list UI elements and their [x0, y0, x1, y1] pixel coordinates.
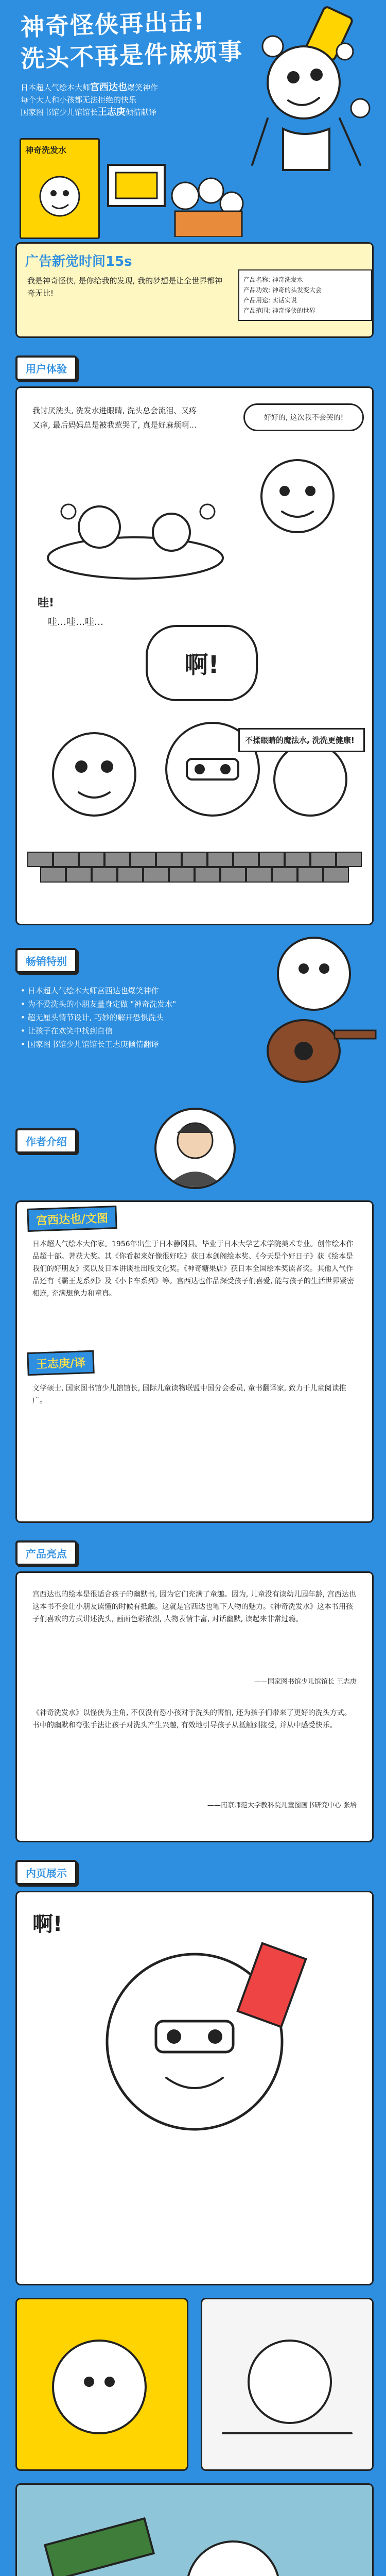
author-bio: 日本超人气绘本大作家。1956年出生于日本静冈县。毕业于日本大学艺术学院美术专业。创作绘本作品超十部。著获大奖。其《你看起来好像很好吃》获日本剑阁绘本奖、《今天是个好日子》获《绘本是我们的好朋友》奖以及日本讲谈社出版文化奖。《神奇糖果店》获日本全国绘本奖读者奖。其他人气作品还有《霸王龙系列》及《小卡车系列》等。宫西达也作品深受孩子们喜爱, 能与孩子的生活世界紧密相连, 充满想象力和童真。 [32, 1240, 354, 1298]
sign-board: 不揉眼睛的魔法水, 洗洗更健康! [238, 728, 365, 752]
ad-ribbon-item: 产品范围: 神奇怪侠的世界 [243, 307, 315, 314]
ad-box [15, 242, 374, 338]
user-experience-panel [15, 386, 374, 925]
translator-highlight: 王志庚 [98, 107, 126, 117]
guitar-character-illustration [242, 927, 381, 1113]
author-tag: 作者介绍 [15, 1128, 77, 1154]
hero-title-line2: 洗头不再是件麻烦事 [20, 37, 243, 73]
author-avatar [154, 1108, 236, 1189]
character-group-illustration [32, 707, 357, 841]
ad-ribbon-item: 产品用途: 实话实说 [243, 297, 297, 304]
reviews-tag: 产品亮点 [15, 1540, 77, 1566]
preview-panel [15, 1891, 374, 2285]
user-experience-tag-wrap [15, 355, 77, 381]
feature-item: • 让孩子在欢笑中找到自信 [21, 1026, 113, 1036]
crowd-illustration [103, 155, 247, 237]
ad-ribbon-item: 产品名称: 神奇洗发水 [243, 276, 303, 283]
feature-item: • 超无厘头情节设计, 巧妙的解开恐惧洗头 [21, 1013, 164, 1022]
intro-text: 倾情献译 [126, 108, 157, 117]
preview-page-3 [201, 2298, 374, 2471]
hero-intro [21, 81, 247, 118]
review-source-1: ——国家图书馆少儿馆馆长 王志庚 [254, 1678, 357, 1686]
exclaim-text: 啊! [184, 651, 219, 679]
ad-title: 广告新觉时间15s [25, 254, 132, 269]
speech-cry: 哇…哇…哇… [48, 617, 103, 628]
preview-exclaim: 啊! [32, 1912, 63, 1936]
translator-bio: 文学硕士, 国家图书馆少儿馆馆长, 国际儿童读物联盟中国分会委员, 童书翻译家, 致力于儿童阅读推广。 [32, 1384, 346, 1405]
speech-bubble: 好好的, 这次我不会哭的! [243, 403, 364, 431]
author-highlight: 宫西达也 [90, 82, 128, 93]
review-text-2: 《神奇洗发水》以怪侠为主角, 不仅没有恐小孩对于洗头的害怕, 还为孩子们带来了更好的洗头方式。书中的幽默和夸张手法让孩子对洗头产生兴趣, 有效地引导孩子从抵触到接受, 并从中感受快乐。 [32, 1709, 352, 1730]
hero-character-illustration [242, 5, 381, 175]
preview-tag-wrap [15, 1860, 77, 1885]
bath-illustration [38, 491, 233, 584]
user-note: 我讨厌洗头, 洗发水进眼睛, 洗头总会流泪、又疼又痒, 最后妈妈总是被我惹哭了, 真是好麻烦啊… [32, 406, 197, 430]
preview-character-illustration [79, 1939, 310, 2171]
reviews-panel [15, 1571, 374, 1842]
preview-page-4 [15, 2483, 374, 2576]
feature-list [21, 984, 247, 1051]
review-text-1: 宫西达也的绘本是很适合孩子的幽默书, 因为它们充满了童趣。因为, 儿童没有读幼儿园年龄, 宫西达也这本书不会让小朋友读懂的时候有抵触。这就是宫西达也笔下人物的魅力。《神奇洗发水》这本书用孩子们喜欢的方式讲述洗头, 画面色彩浓烈, 人物表情丰富, 对话幽默, 读起来非常过瘾。 [32, 1590, 356, 1623]
features-tag-wrap [15, 948, 77, 973]
brick-wall [27, 852, 362, 913]
translator-name-tag: 王志庚/译 [27, 1350, 95, 1376]
preview-tag: 内页展示 [15, 1860, 77, 1885]
intro-text: 国家图书馆少儿馆馆长 [21, 108, 98, 117]
book-cover [20, 138, 100, 239]
author-panel [15, 1200, 374, 1523]
reviews-tag-wrap [15, 1540, 77, 1566]
feature-item: • 日本超人气绘本大师宫西达也爆笑神作 [21, 986, 159, 995]
ad-ribbon [238, 269, 372, 321]
feature-item: • 为不爱洗头的小朋友量身定做 "神奇洗发水" [21, 999, 177, 1009]
intro-text: 爆笑神作 [127, 83, 159, 92]
ad-body: 我是神奇怪侠, 是你给我的发现, 我的梦想是让全世界都神奇无比! [27, 276, 223, 298]
review-source-2: ——南京师范大学教科院儿童图画书研究中心 张培 [207, 1802, 357, 1809]
hero-title-line1: 神奇怪侠再出击! [20, 7, 206, 42]
intro-text: 日本超人气绘本大师 [21, 83, 91, 92]
exclaim-bubble [146, 625, 258, 701]
book-cover-title: 神奇洗发水 [25, 145, 67, 155]
ad-ribbon-item: 产品功效: 神奇的头发变大会 [243, 286, 322, 294]
author-name-tag: 宫西达也/文图 [27, 1206, 117, 1232]
speech-wow: 哇! [38, 597, 55, 609]
intro-line2: 每个大人和小孩都无法拒绝的快乐 [21, 95, 137, 105]
user-experience-tag: 用户体验 [15, 355, 77, 381]
feature-item: • 国家图书馆少儿馆馆长王志庚倾情翻译 [21, 1040, 159, 1049]
preview-page-2 [15, 2298, 188, 2471]
author-tag-wrap [15, 1128, 77, 1154]
features-tag: 畅销特别 [15, 948, 77, 973]
